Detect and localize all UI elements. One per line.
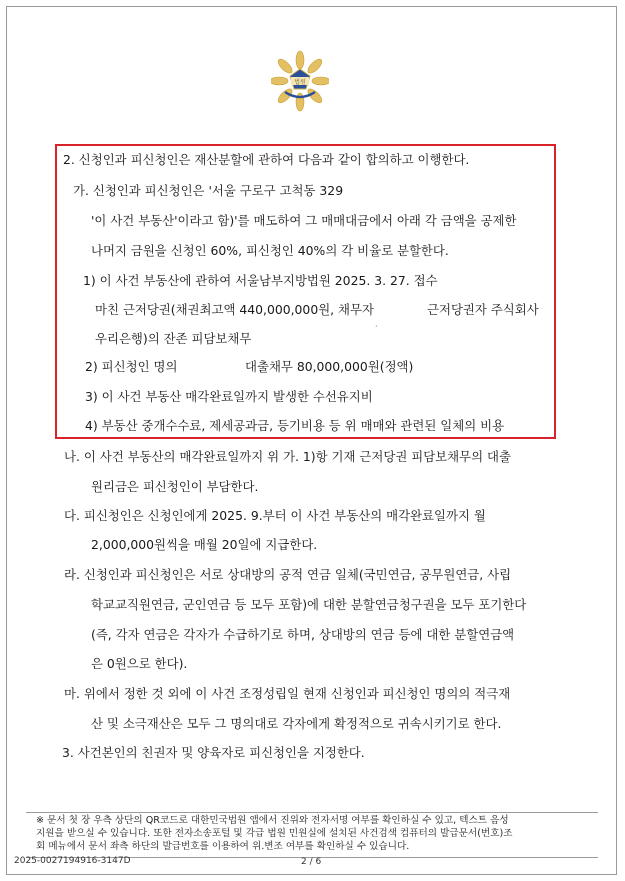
clause-da-line1: 다. 피신청인은 신청인에게 2025. 9.부터 이 사건 부동산의 매각완료일까지 월: [64, 508, 486, 523]
clause-ra-line3: (즉, 각자 연금은 각자가 수급하기로 하며, 상대방의 연금 등에 대한 분할연금액: [91, 627, 515, 642]
clause-ga-line1: 가. 신청인과 피신청인은 '서울 구로구 고척동 329: [73, 183, 344, 198]
clause-ra-line4: 은 0원으로 한다).: [91, 656, 188, 671]
item-2-text: 2. 신청인과 피신청인은 재산분할에 관하여 다음과 같이 합의하고 이행한다.: [63, 152, 470, 167]
clause-na-line2: 원리금은 피신청인이 부담한다.: [91, 479, 259, 494]
sub1-line2b: 근저당권자 주식회사: [427, 302, 539, 317]
clause-ra-line2: 학교교직원연금, 군인연금 등 모두 포함)에 대한 분할연금청구권을 모두 포기한다: [91, 597, 527, 612]
item-3-text: 3. 사건본인의 친권자 및 양육자로 피신청인을 지정한다.: [62, 745, 365, 760]
court-emblem-icon: [271, 50, 329, 112]
document-issue-number: 2025-0027194916-3147D: [14, 856, 131, 866]
sub1-line3: 우리은행)의 잔존 피담보채무: [95, 331, 252, 346]
clause-ga-line3: 나머지 금원을 신청인 60%, 피신청인 40%의 각 비율로 분할한다.: [91, 243, 449, 258]
clause-ma-line2: 산 및 소극재산은 모두 그 명의대로 각자에게 확정적으로 귀속시키기로 한다.: [91, 716, 502, 731]
scan-mark: ·: [375, 322, 378, 331]
clause-ma-line1: 마. 위에서 정한 것 외에 이 사건 조정성립일 현재 신청인과 피신청인 명의의 적극재: [64, 686, 511, 701]
clause-na-line1: 나. 이 사건 부동산의 매각완료일까지 위 가. 1)항 기재 근저당권 피담보채무의 대출: [64, 449, 511, 464]
sub1-line2: 마친 근저당권(채권최고액 440,000,000원, 채무자: [95, 302, 374, 317]
sub1-line1: 1) 이 사건 부동산에 관하여 서울남부지방법원 2025. 3. 27. 접수: [83, 273, 438, 288]
clause-ra-line1: 라. 신청인과 피신청인은 서로 상대방의 공적 연금 일체(국민연금, 공무원연금, 사립: [64, 567, 512, 582]
sub4-text: 4) 부동산 중개수수료, 제세공과금, 등기비용 등 위 매매와 관련된 일체의 비용: [85, 418, 505, 433]
clause-da-line2: 2,000,000원씩을 매월 20일에 지급한다.: [91, 537, 318, 552]
page-number: 2 / 6: [301, 857, 322, 867]
svg-text:법원: 법원: [294, 79, 306, 86]
sub2-right: 대출채무 80,000,000원(정액): [245, 359, 414, 374]
sub3-text: 3) 이 사건 부동산 매각완료일까지 발생한 수선유지비: [85, 389, 373, 404]
footer-line1: ※ 문서 첫 장 우측 상단의 QR코드로 대한민국법원 앱에서 진위와 전자서명 여부를 확인하실 수 있고, 텍스트 음성: [36, 815, 509, 826]
clause-ga-line2: '이 사건 부동산'이라고 함)'를 매도하여 그 매매대금에서 아래 각 금액을 공제한: [91, 213, 517, 228]
footer-line2: 지원을 받으실 수 있습니다. 또한 전자소송포털 및 각급 법원 민원실에 설치된 사건검색 컴퓨터의 발급문서(번호)조: [36, 828, 513, 839]
footer-line3: 회 메뉴에서 문서 좌측 하단의 발급번호를 이용하여 위.변조 여부를 확인하실 수 있습니다.: [36, 841, 410, 852]
sub2-left: 2) 피신청인 명의: [85, 359, 178, 374]
